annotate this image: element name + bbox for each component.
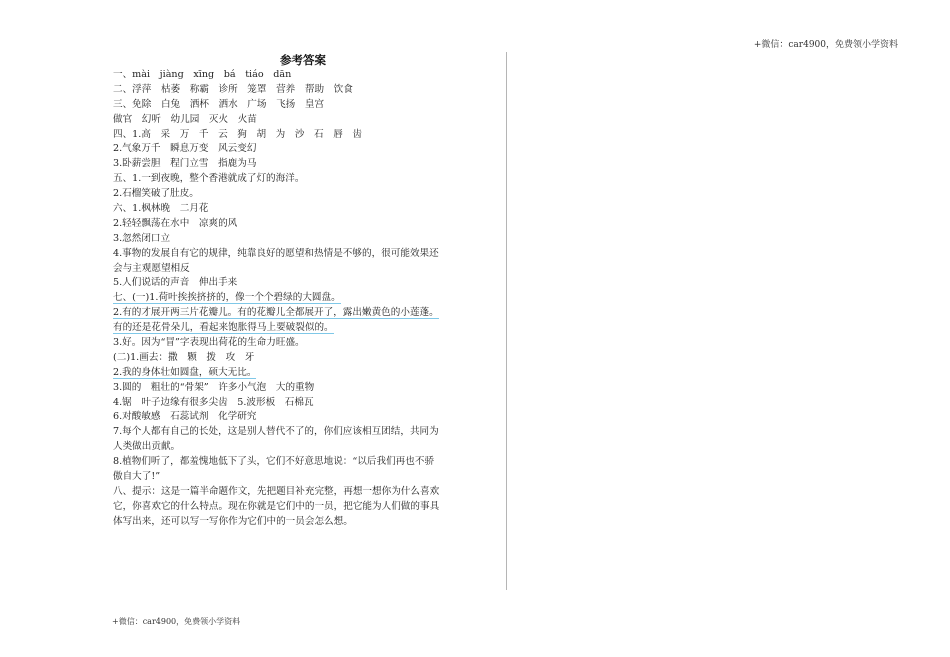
answer-line: 八、提示：这是一篇半命题作文，先把题目补充完整，再想一想你为什么喜欢 (113, 485, 440, 497)
answer-line: (二)1.画去：撒 颗 拨 攻 牙 (113, 351, 255, 363)
answer-line: 8.植物们听了，都羞愧地低下了头，它们不好意思地说：“以后我们再也不骄 (113, 456, 435, 468)
answer-line: 体写出来，还可以写一写你作为它们中的一员会怎么想。 (113, 515, 353, 527)
answer-line: 4.事物的发展自有它的规律，纯靠良好的愿望和热情是不够的，很可能效果还 (113, 247, 439, 259)
answer-line: 2.气象万千 瞬息万变 风云变幻 (113, 143, 257, 155)
answer-line: 6.对酸敏感 石蕊试剂 化学研究 (113, 411, 257, 423)
watermark-bottom: +微信：car4900，免费领小学资料 (112, 617, 241, 626)
answer-content (113, 68, 491, 530)
answer-line-underlined (113, 291, 491, 306)
answer-line: 人类做出贡献。 (113, 441, 181, 453)
answer-line: 五、1.一到夜晚，整个香港就成了灯的海洋。 (113, 173, 305, 185)
answer-line: 它，你喜欢它的什么特点。现在你就是它们中的一员，把它能为人们做的事具 (113, 500, 440, 512)
answer-line: 一、mài jiàng xīng bá tiáo dān (113, 69, 292, 80)
answer-line: 二、浮萍 枯萎 称霸 诊所 笼罩 营养 帮助 饮食 (113, 83, 353, 95)
watermark-top: +微信：car4900，免费领小学资料 (753, 40, 898, 50)
underlined-sentence: 2.有的才展开两三片花瓣儿。有的花瓣儿全都展开了，露出嫩黄色的小莲蓬。 (113, 307, 439, 319)
answer-line: 2.轻轻飘荡在水中 凉爽的风 (113, 217, 238, 229)
underlined-sentence: 有的还是花骨朵儿，看起来饱胀得马上要破裂似的。 (113, 322, 334, 334)
answer-line-underlined (113, 366, 491, 381)
answer-line-underlined (113, 321, 491, 336)
underlined-sentence: 七、(一)1.荷叶挨挨挤挤的，像一个个碧绿的大圆盘。 (113, 292, 341, 304)
answer-line: 2.石榴笑破了肚皮。 (113, 188, 199, 200)
answer-line: 做官 幻听 幼儿园 灭火 火苗 (113, 113, 257, 125)
page-title: 参考答案 (280, 53, 326, 67)
answer-line: 六、1.枫林晚 二月花 (113, 203, 209, 215)
answer-line: 7.每个人都有自己的长处，这是别人替代不了的，你们应该相互团结，共同为 (113, 426, 439, 438)
answer-line: 5.人们说话的声音 伸出手来 (113, 277, 238, 289)
answer-line: 傲自大了!” (113, 471, 161, 483)
underlined-sentence: 2.我的身体壮如圆盘，硕大无比。 (113, 366, 257, 378)
answer-line: 三、免除 白兔 洒杯 洒水 广场 飞扬 皇宫 (113, 98, 325, 110)
answer-line-underlined (113, 306, 491, 321)
answer-line: 会与主观愿望相反 (113, 262, 190, 274)
answer-line: 4.锯 叶子边缘有很多尖齿 5.波形板 石棉瓦 (113, 396, 314, 408)
answer-line: 3.好。因为“冒”字表现出荷花的生命力旺盛。 (113, 337, 305, 349)
answer-line: 3.忽然闭口立 (113, 232, 171, 244)
column-divider (506, 52, 507, 590)
answer-line: 四、1.高 采 万 千 云 狗 胡 为 沙 石 唇 齿 (113, 128, 362, 140)
answer-line: 3.圆的 粗壮的“骨架” 许多小气泡 大的重物 (113, 381, 315, 393)
answer-line: 3.卧薪尝胆 程门立雪 指鹿为马 (113, 158, 257, 170)
